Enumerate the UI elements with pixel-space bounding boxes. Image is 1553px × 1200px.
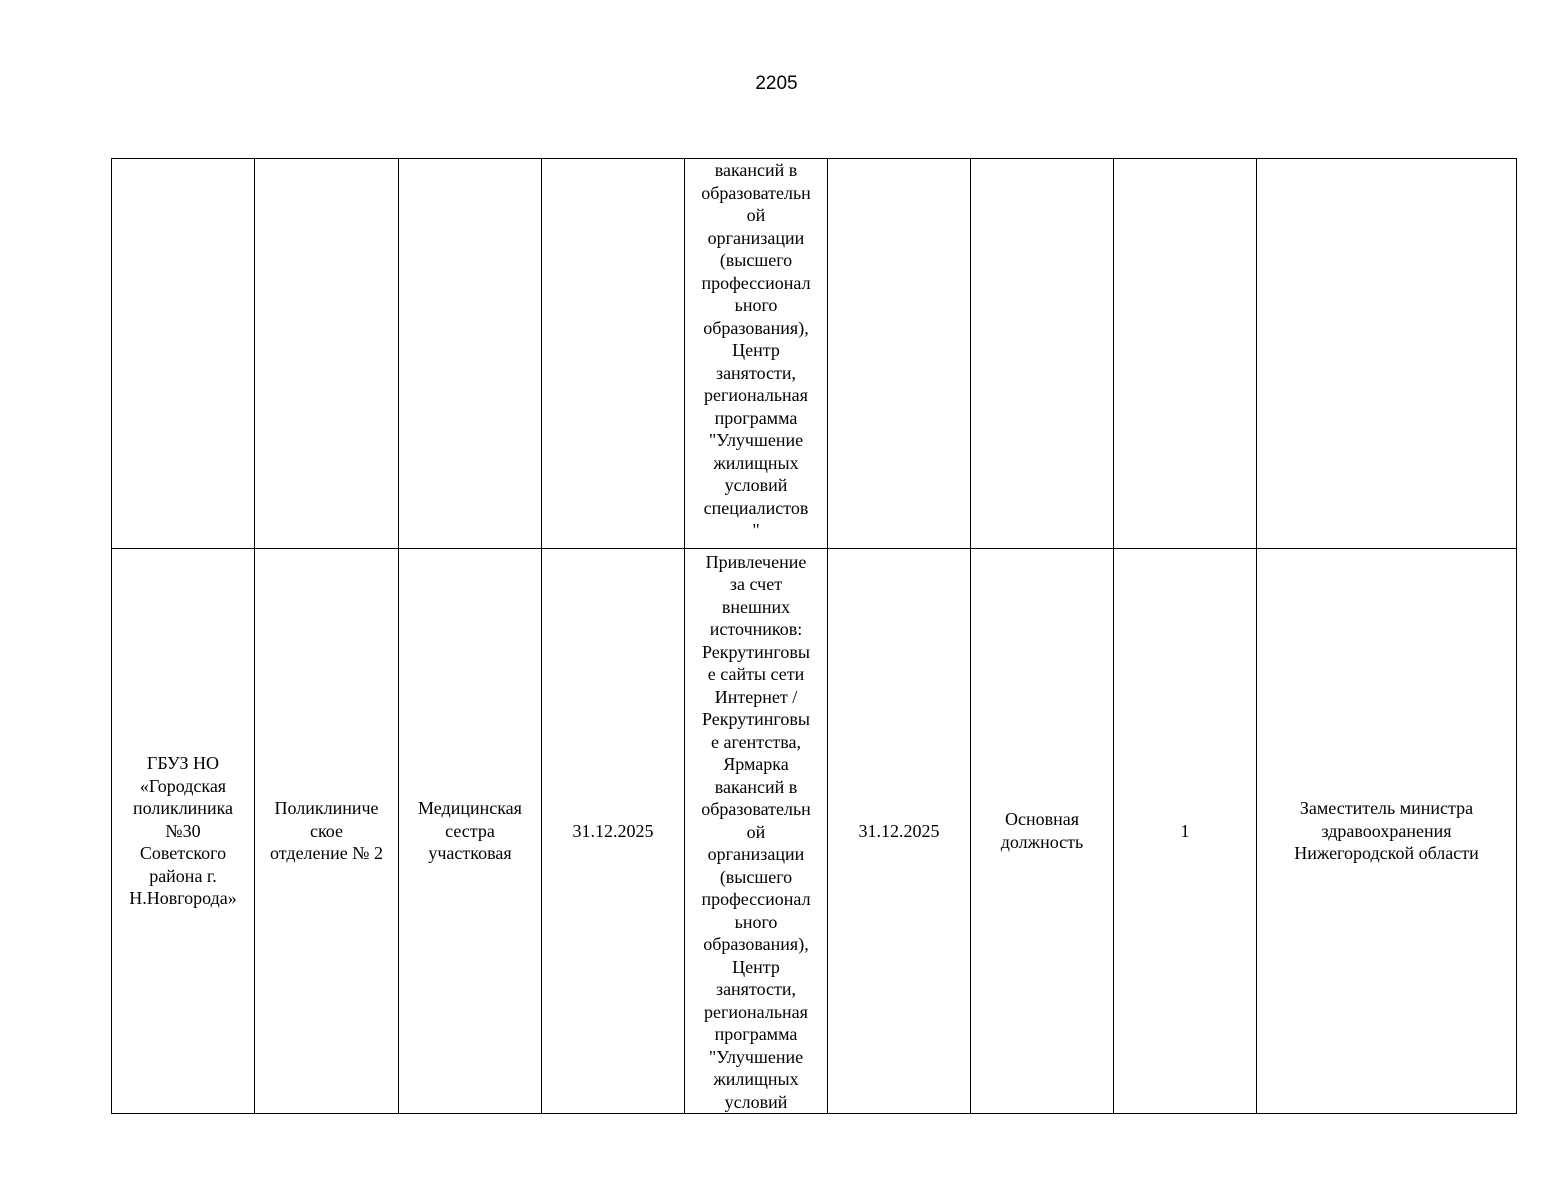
sources-cell: вакансий в образовательн ой организации (высшего профессионал ьного образования), Центр занятости, региональная программа "Улучшение жилищных условий специалистов " xyxy=(685,159,828,549)
date-cell: 31.12.2025 xyxy=(542,548,685,1114)
department-cell xyxy=(255,159,399,549)
responsible-cell xyxy=(1257,159,1517,549)
position-type-cell xyxy=(971,159,1114,549)
responsible-cell: Заместитель министра здравоохранения Нижегородской области xyxy=(1257,548,1517,1114)
table-row xyxy=(112,548,1517,1114)
sources-cell: Привлечение за счет внешних источников: Рекрутинговы е сайты сети Интернет / Рекрутинговы е агентства, Ярмарка вакансий в образовательн ой организации (высшего профессионал ьного образования), Центр занятости, региональная программа "Улучшение жилищных условий xyxy=(685,548,828,1114)
deadline-cell xyxy=(828,159,971,549)
organization-cell: ГБУЗ НО «Городская поликлиника №30 Советского района г. Н.Новгорода» xyxy=(112,548,255,1114)
page-number: 2205 xyxy=(755,73,798,94)
position-type-cell: Основная должность xyxy=(971,548,1114,1114)
organization-cell xyxy=(112,159,255,549)
department-cell: Поликлиниче ское отделение № 2 xyxy=(255,548,399,1114)
vacancy-table xyxy=(111,158,1517,1114)
count-cell: 1 xyxy=(1114,548,1257,1114)
deadline-cell: 31.12.2025 xyxy=(828,548,971,1114)
count-cell xyxy=(1114,159,1257,549)
position-cell xyxy=(399,159,542,549)
position-cell: Медицинская сестра участковая xyxy=(399,548,542,1114)
table-row xyxy=(112,159,1517,549)
date-cell xyxy=(542,159,685,549)
